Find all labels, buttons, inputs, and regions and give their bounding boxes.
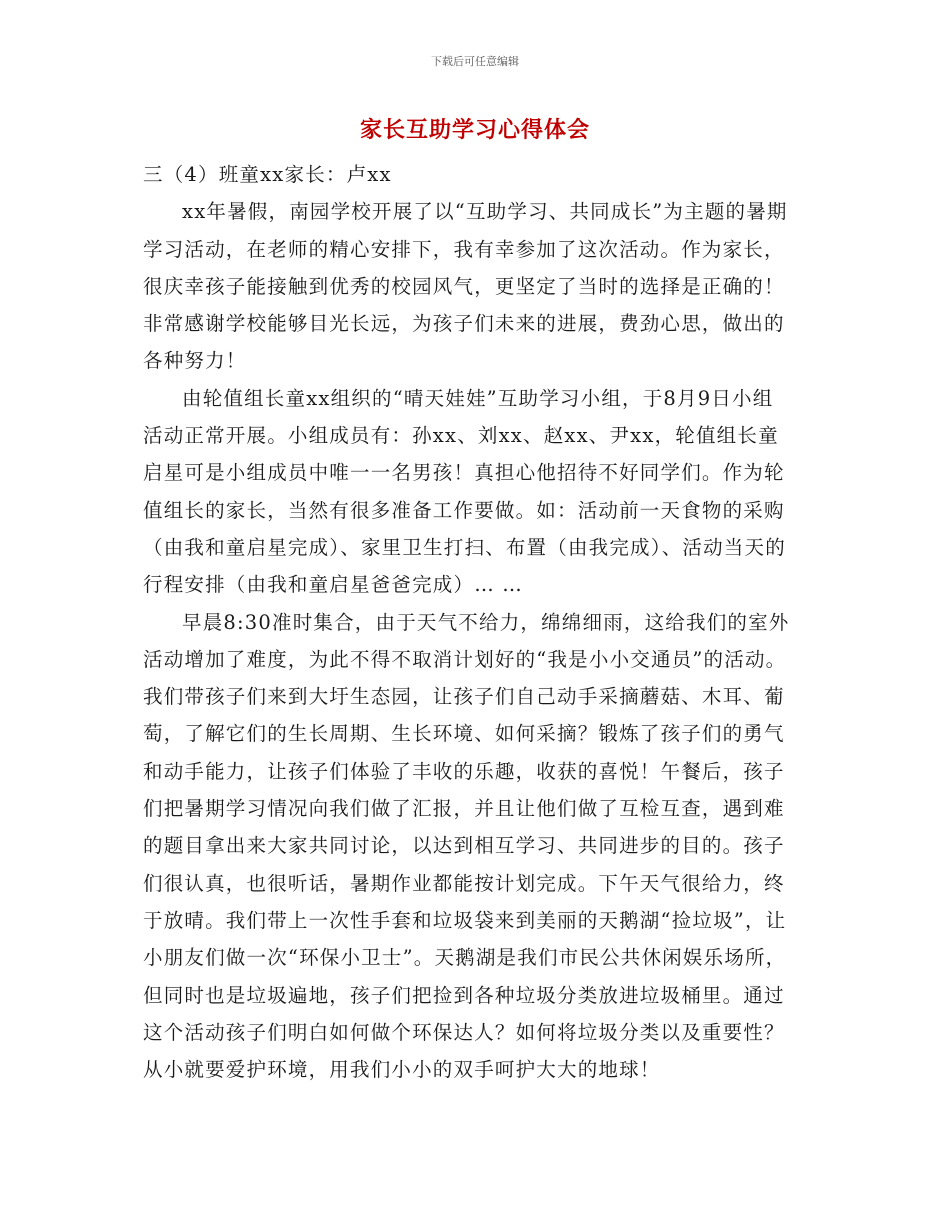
paragraph-group: 由轮值组长童xx组织的“晴天娃娃”互助学习小组，于8月9日小组活动正常开展。小组成员有：孙xx、刘xx、赵xx、尹xx，轮值组长童启星可是小组成员中唯一一名男孩！真担心他招待不好同学们。作为轮值组长的家长，当然有很多准备工作要做。如：活动前一天食物的采购（由我和童启星完成）、家里卫生打扫、布置（由我完成）、活动当天的行程安排（由我和童启星爸爸完成）… … [143, 386, 786, 597]
author-byline: 三（4）班童xx家长：卢xx [143, 163, 392, 186]
paragraph-intro: xx年暑假，南园学校开展了以“互助学习、共同成长”为主题的暑期学习活动，在老师的精心安排下，我有幸参加了这次活动。作为家长，很庆幸孩子能接触到优秀的校园风气，更坚定了当时的选择是正确的！非常感谢学校能够目光长远，为孩子们未来的进展，费劲心思，做出的各种努力！ [143, 200, 788, 373]
page-header: 下载后可任意编辑 [431, 55, 519, 68]
paragraph-activity: 早晨8:30准时集合，由于天气不给力，绵绵细雨，这给我们的室外活动增加了难度，为此不得不取消计划好的“我是小小交通员”的活动。我们带孩子们来到大圩生态园，让孩子们自己动手采摘蘑菇、木耳、葡萄，了解它们的生长周期、生长环境、如何采摘？锻炼了孩子们的勇气和动手能力，让孩子们体验了丰收的乐趣，收获的喜悦！午餐后，孩子们把暑期学习情况向我们做了汇报，并且让他们做了互检互查，遇到难的题目拿出来大家共同讨论，以达到相互学习、共同进步的目的。孩子们很认真，也很听话，暑期作业都能按计划完成。下午天气很给力，终于放晴。我们带上一次性手套和垃圾袋来到美丽的天鹅湖“捡垃圾”，让小朋友们做一次“环保小卫士”。天鹅湖是我们市民公共休闲娱乐场所，但同时也是垃圾遍地，孩子们把捡到各种垃圾分类放进垃圾桶里。通过这个活动孩子们明白如何做个环保达人？如何将垃圾分类以及重要性？从小就要爱护环境，用我们小小的双手呵护大大的地球！ [143, 610, 790, 1082]
document-body [143, 156, 793, 1088]
document-title: 家长互助学习心得体会 [359, 117, 590, 143]
